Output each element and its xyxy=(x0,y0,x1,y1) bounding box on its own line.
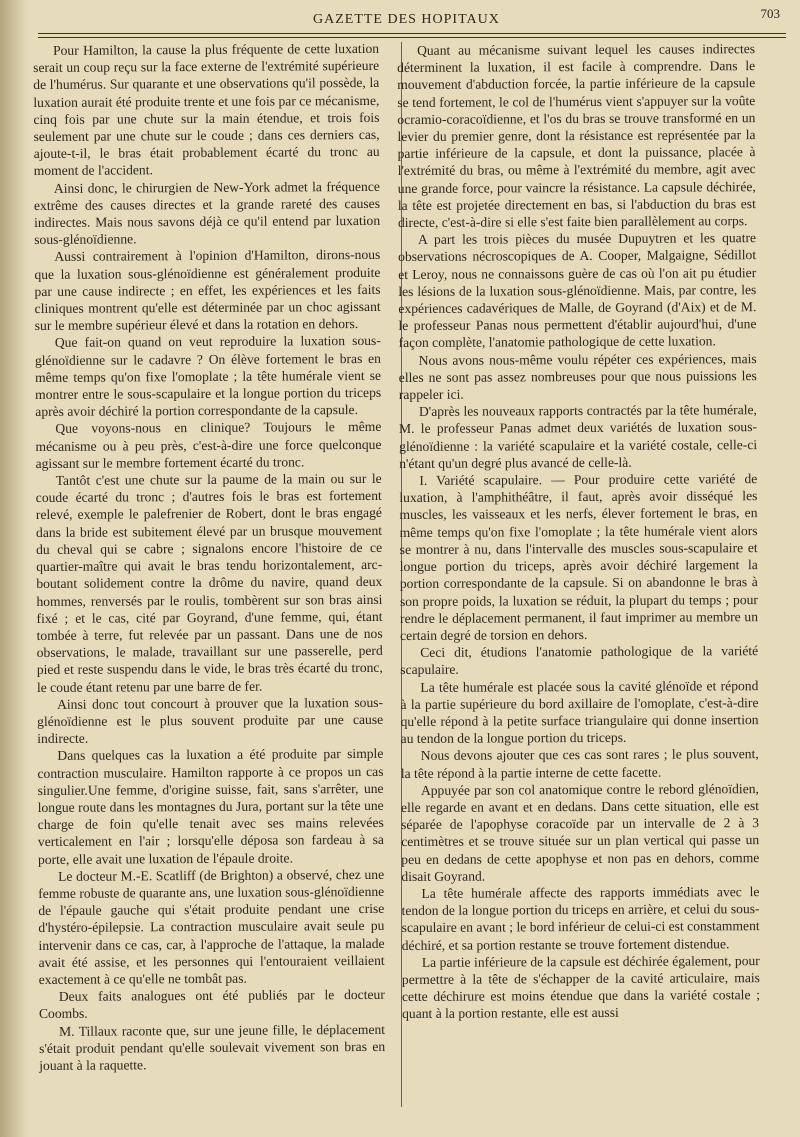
paragraph: Appuyée par son col anatomique contre le rebord glénoïdien, elle regarde en avant et en dedans. Dans cette situation, elle est séparée de l'apophyse coracoïde par un intervalle de 2 à 3 centimètres et se trouve située sur un plan vertical qui passe un peu en dedans de cette apophyse et non pas en dehors, comme disait Goyrand. xyxy=(400,780,760,884)
paragraph: Ainsi donc tout concourt à prouver que la luxation sous-glénoïdienne est le plus souvent produite par une cause indirecte. xyxy=(37,694,384,747)
paragraph: Ceci dit, étudions l'anatomie pathologique de la variété scapulaire. xyxy=(400,643,759,678)
paragraph: I. Variété scapulaire. — Pour produire cette variété de luxation, à l'amphithéâtre, il faut, après avoir disséqué les muscles, les vaisseaux et les nerfs, élever fortement le bras, en même temps qu'on fixe l'omoplate ; la tête humérale vient alors se montrer à nu, dans l'intervalle des muscles sous-scapulaire et longue portion du triceps, après avoir déchiré largement la portion correspondante de la capsule. Si on abandonne le bras à son propre poids, la luxation se réduit, la plupart du temps ; pour rendre le déplacement permanent, il faut imprimer au membre un certain degré de torsion en dehors. xyxy=(399,471,759,643)
header-rule-bottom xyxy=(38,37,786,38)
paragraph: La tête humérale affecte des rapports immédiats avec le tendon de la longue portion du triceps en arrière, et celui du sous-scapulaire en avant ; le bord inférieur de celui-ci est constamment déchiré, et sa portion restante se trouve fortement distendue. xyxy=(401,884,760,953)
page-header xyxy=(28,4,780,34)
paragraph: Ainsi donc, le chirurgien de New-York admet la fréquence extrême des causes directes et la grande rareté des causes indirectes. Mais nous savons déjà ce qu'il entend par luxation sous-glénoïdienne. xyxy=(33,178,381,248)
paragraph: D'après les nouveaux rapports contractés par la tête humérale, M. le professeur Panas admet deux variétés de luxation sous-glénoïdienne : la variété scapulaire et la variété costale, celle-ci n'étant qu'un degré plus avancé de celle-là. xyxy=(398,402,758,471)
paragraph: Quant au mécanisme suivant lequel les causes indirectes déterminent la luxation, il est facile à comprendre. Dans le mouvement d'abduction forcée, la partie inférieure de la capsule se tend fortement, le col de l'humérus vient s'appuyer sur la voûte ocramio-coracoïdienne, et l'os du bras se trouve transformé en un levier du premier genre, dont la résistance est représentée par la partie inférieure de la capsule, et dont la puissance, placée à l'extrémité du bras, ou même à l'extrémité du membre, agit avec une grande force, pour vaincre la résistance. La capsule déchirée, la tête est projetée directement en bas, si l'abduction du bras est directe, c'est-à-dire si elle s'est faite bien parallèlement au corps. xyxy=(397,41,756,231)
paragraph: Tantôt c'est une chute sur la paume de la main ou sur le coude écarté du tronc ; d'autres fois le bras est fortement relevé, exemple le palefrenier de Robert, dont le bras engagé dans la bride est subitement élevé par un brusque mouvement du cheval qui se cabre ; signalons encore l'histoire de ce quartier-maître qui avait le bras tendu horizontalement, arc-boutant solidement contre la drôme du navire, quand deux hommes, renversés par le roulis, tombèrent sur son bras ainsi fixé ; et le cas, cité par Goyrand, d'une femme, qui, étant tombée à terre, fut relevée par un passant. Dans une de nos observations, le malade, travaillant sur une passerelle, perd pied et reste suspendu dans le vide, le bras très écarté du tronc, le coude étant retenu par une barre de fer. xyxy=(35,470,383,695)
running-head: GAZETTE DES HOPITAUX xyxy=(313,12,500,27)
left-column xyxy=(33,40,385,1074)
right-column xyxy=(397,40,760,1022)
paragraph: A part les trois pièces du musée Dupuytren et les quatre observations nécroscopiques de A. Cooper, Malgaigne, Sédillot et Leroy, nous ne connaissons guère de cas où l'on ait pu étudier les lésions de la luxation sous-glénoïdienne. Mais, par contre, les expériences cadavériques de Malle, de Goyrand (d'Aix) et de M. le professeur Panas nous permettent d'établir aujourd'hui, d'une façon complète, l'anatomie pathologique de cette luxation. xyxy=(398,230,757,351)
paragraph: Nous avons nous-même voulu répéter ces expériences, mais elles ne sont pas assez nombreuses pour que nous puissions les rappeler ici. xyxy=(398,350,757,403)
paragraph: Que fait-on quand on veut reproduire la luxation sous-glénoïdienne sur le cadavre ? On élève fortement le bras en même temps qu'on fixe l'omoplate ; la tête humérale vient se montrer entre le sous-scapulaire et la longue portion du triceps après avoir déchiré la portion correspondante de la capsule. xyxy=(34,333,382,420)
paragraph: Le docteur M.-E. Scatliff (de Brighton) a observé, chez une femme robuste de quarante ans, une luxation sous-glénoïdienne de l'épaule gauche qui s'était produite pendant une crise d'hystéro-épilepsie. La contraction musculaire avait seule pu intervenir dans ce cas, car, à l'approche de l'attaque, la malade avait été assise, et les personnes qui l'entouraient veillaient exactement à ce qu'elle ne tombât pas. xyxy=(38,866,385,987)
paragraph: M. Tillaux raconte que, sur une jeune fille, le déplacement s'était produit pendant qu'elle soulevait vivement son bras en jouant à la raquette. xyxy=(39,1021,386,1073)
binding-edge xyxy=(0,0,28,1137)
paragraph: Nous devons ajouter que ces cas sont rares ; le plus souvent, la tête répond à la partie interne de cette facette. xyxy=(400,746,759,781)
paragraph: Pour Hamilton, la cause la plus fréquente de cette luxation serait un coup reçu sur la face externe de l'extrémité supérieure de l'humérus. Sur quarante et une observations qu'il possède, la luxation aurait été produite trente et une fois par ce mécanisme, cinq fois par une chute sur la main étendue, et trois fois seulement par une chute sur le coude ; dans ces derniers cas, ajoute-t-il, le bras était probablement écarté du tronc au moment de l'accident. xyxy=(33,40,380,179)
header-rule-top xyxy=(38,33,786,34)
paragraph: Dans quelques cas la luxation a été produite par simple contraction musculaire. Hamilton rapporte à ce propos un cas singulier.Une femme, d'origine suisse, fait, sans s'arrêter, une longue route dans les montagnes du Jura, portant sur la tête une charge de foin qu'elle tenait avec ses mains relevées verticalement en l'air ; lorsqu'elle déposa son fardeau à sa porte, elle avait une luxation de l'épaule droite. xyxy=(37,746,384,867)
paragraph: Aussi contrairement à l'opinion d'Hamilton, dirons-nous que la luxation sous-glénoïdienne est généralement produite par une cause indirecte ; en effet, les expériences et les faits cliniques montrent qu'elle est déterminée par un choc agissant sur le membre supérieur élevé et dans la rotation en dehors. xyxy=(34,247,381,334)
paragraph: Que voyons-nous en clinique? Toujours le même mécanisme ou à peu près, c'est-à-dire une force quelconque agissant sur le membre fortement écarté du tronc. xyxy=(35,419,382,471)
paragraph: La partie inférieure de la capsule est déchirée également, pour permettre à la tête de s'échapper de la cavité articulaire, mais cette déchirure est moins étendue que dans la variété costale ; quant à la portion restante, elle est aussi xyxy=(401,952,761,1022)
page-number: 703 xyxy=(760,6,780,21)
paragraph: Deux faits analogues ont été publiés par le docteur Coombs. xyxy=(38,987,385,1022)
paragraph: La tête humérale est placée sous la cavité glénoïde et répond à la partie supérieure du bord axillaire de l'omoplate, c'est-à-dire qu'elle répond à la petite surface triangulaire qui donne insertion au tendon de la longue portion du triceps. xyxy=(400,677,759,747)
